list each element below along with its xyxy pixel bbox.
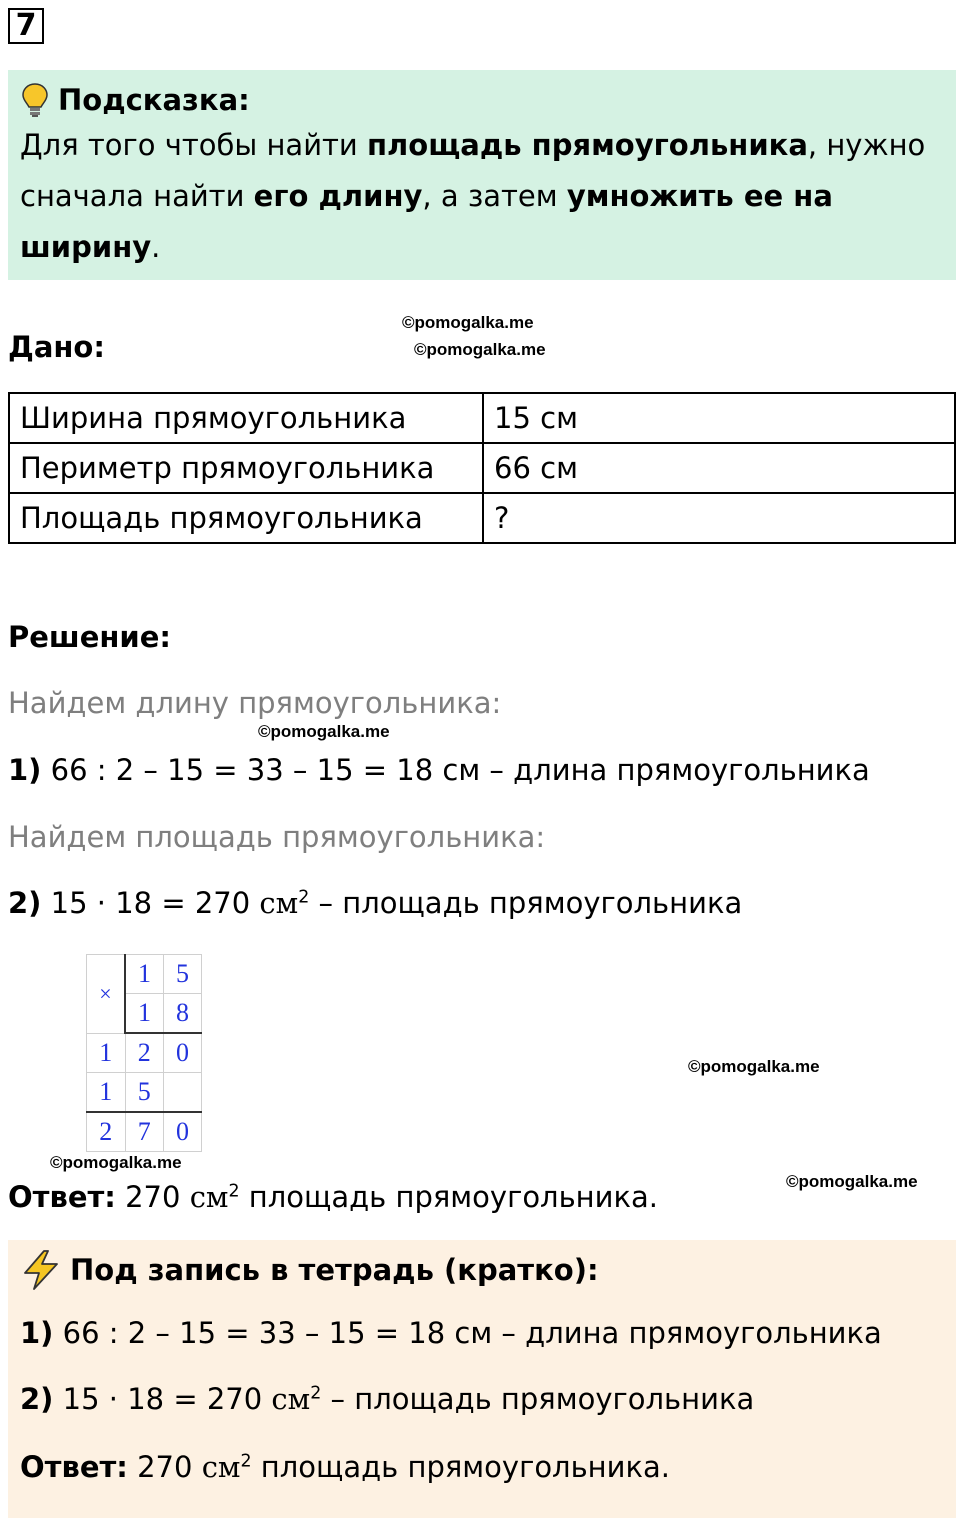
table-row xyxy=(9,493,955,543)
mult-digit: 7 xyxy=(125,1112,164,1152)
task-number: 7 xyxy=(8,8,44,44)
watermark: ©pomogalka.me xyxy=(402,313,534,332)
hint-bold-length: его длину xyxy=(253,179,423,213)
step-number: 2) xyxy=(8,886,42,920)
step2-note: Найдем площадь прямоугольника: xyxy=(8,820,546,854)
step-number: 1) xyxy=(20,1316,54,1350)
mult-digit: 1 xyxy=(125,994,164,1034)
unit-exponent: 2 xyxy=(298,887,310,908)
mult-digit: 0 xyxy=(164,1112,202,1152)
watermark: ©pomogalka.me xyxy=(414,340,546,359)
solution-title: Решение: xyxy=(8,620,172,654)
step-text: 66 : 2 – 15 = 33 – 15 = 18 см – длина прямоугольника xyxy=(53,1316,882,1350)
step2-line xyxy=(8,886,742,920)
mult-digit: 1 xyxy=(87,1033,126,1073)
unit-exponent: 2 xyxy=(310,1383,322,1404)
given-label: Площадь прямоугольника xyxy=(9,493,483,543)
given-value: 66 см xyxy=(483,443,955,493)
brief-answer xyxy=(20,1450,670,1484)
hint-bold-multiply: умножить ее на ширину xyxy=(20,179,833,264)
answer-line xyxy=(8,1180,658,1214)
watermark: ©pomogalka.me xyxy=(50,1153,182,1172)
answer-value: 270 xyxy=(115,1180,190,1214)
given-label: Периметр прямоугольника xyxy=(9,443,483,493)
answer-text: площадь прямоугольника. xyxy=(239,1180,658,1214)
mult-digit: 1 xyxy=(87,1073,126,1113)
step-number: 2) xyxy=(20,1382,54,1416)
hint-text-part: . xyxy=(151,230,161,264)
mult-digit: 1 xyxy=(125,955,164,994)
mult-digit: 0 xyxy=(164,1033,202,1073)
step-expr: 15 · 18 = 270 xyxy=(41,886,260,920)
hint-text-part: сначала найти xyxy=(20,179,254,213)
watermark: ©pomogalka.me xyxy=(258,722,390,741)
brief-step2 xyxy=(20,1382,754,1416)
step-number: 1) xyxy=(8,753,42,787)
answer-text: площадь прямоугольника. xyxy=(251,1450,670,1484)
hint-text-part: , нужно xyxy=(807,128,926,162)
unit: см xyxy=(271,1382,311,1416)
unit: см xyxy=(201,1450,241,1484)
step-text: 66 : 2 – 15 = 33 – 15 = 18 см – длина прямоугольника xyxy=(41,753,870,787)
brief-title: Под запись в тетрадь (кратко): xyxy=(70,1253,599,1287)
watermark: ©pomogalka.me xyxy=(786,1172,918,1191)
step1-note: Найдем длину прямоугольника: xyxy=(8,686,502,720)
given-label: Ширина прямоугольника xyxy=(9,393,483,443)
lightning-icon xyxy=(20,1250,62,1290)
given-title: Дано: xyxy=(8,330,105,364)
mult-digit: 2 xyxy=(87,1112,126,1152)
watermark: ©pomogalka.me xyxy=(688,1057,820,1076)
unit-exponent: 2 xyxy=(228,1181,240,1202)
brief-title-row xyxy=(20,1250,944,1290)
answer-value: 270 xyxy=(127,1450,202,1484)
step-text: – площадь прямоугольника xyxy=(321,1382,755,1416)
step-text: – площадь прямоугольника xyxy=(309,886,743,920)
brief-step1 xyxy=(20,1316,882,1350)
unit-exponent: 2 xyxy=(240,1451,252,1472)
hint-line-1 xyxy=(20,120,944,171)
hint-line-2 xyxy=(20,171,944,273)
hint-title-row xyxy=(20,80,944,120)
hint-text-part: , а затем xyxy=(422,179,567,213)
unit: см xyxy=(189,1180,229,1214)
answer-label: Ответ: xyxy=(8,1180,116,1214)
hint-title: Подсказка: xyxy=(58,83,250,117)
step-expr: 15 · 18 = 270 xyxy=(53,1382,272,1416)
mult-digit xyxy=(164,1073,202,1113)
answer-label: Ответ: xyxy=(20,1450,128,1484)
unit: см xyxy=(259,886,299,920)
hint-text-part: Для того чтобы найти xyxy=(20,128,367,162)
mult-digit: 2 xyxy=(125,1033,164,1073)
hint-box xyxy=(8,70,956,280)
multiply-sign: × xyxy=(87,955,126,1034)
table-row xyxy=(9,443,955,493)
given-value: ? xyxy=(483,493,955,543)
brief-box xyxy=(8,1240,956,1518)
lightbulb-icon xyxy=(20,82,50,118)
table-row xyxy=(9,393,955,443)
mult-digit: 5 xyxy=(125,1073,164,1113)
mult-row xyxy=(87,1033,202,1073)
given-table xyxy=(8,392,956,544)
hint-bold-area: площадь прямоугольника xyxy=(367,128,808,162)
column-multiplication xyxy=(86,954,202,1152)
mult-row xyxy=(87,955,202,994)
mult-row xyxy=(87,1112,202,1152)
given-value: 15 см xyxy=(483,393,955,443)
mult-digit: 8 xyxy=(164,994,202,1034)
mult-row xyxy=(87,1073,202,1113)
step1-line xyxy=(8,753,870,787)
mult-digit: 5 xyxy=(164,955,202,994)
